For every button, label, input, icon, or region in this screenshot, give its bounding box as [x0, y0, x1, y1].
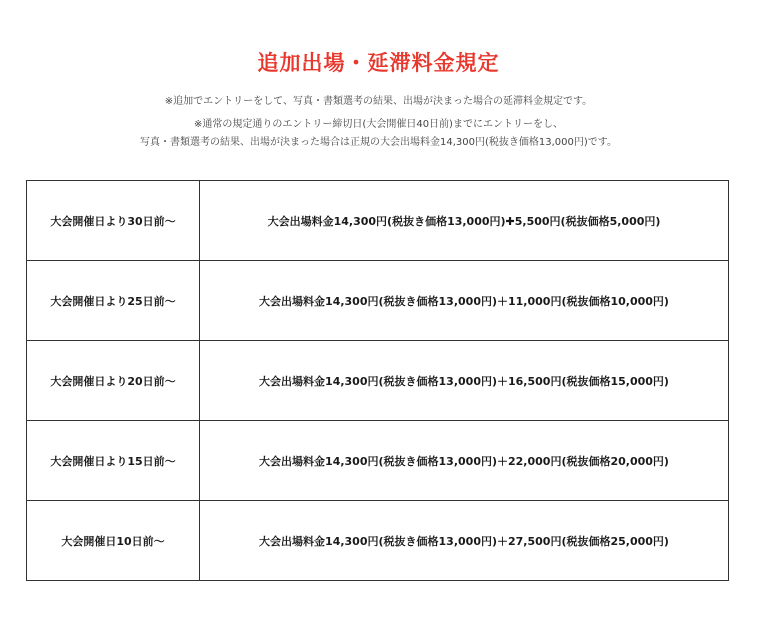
fee-cell: 大会出場料金14,300円(税抜き価格13,000円)＋27,500円(税抜価格25,000円): [200, 501, 729, 581]
fee-cell: 大会出場料金14,300円(税抜き価格13,000円)＋16,500円(税抜価格15,000円): [200, 341, 729, 421]
table-row: [27, 181, 729, 261]
period-cell: 大会開催日より30日前〜: [27, 181, 200, 261]
table-row: [27, 261, 729, 341]
note-line: ※通常の規定通りのエントリー締切日(大会開催日40日前)までにエントリーをし、: [194, 119, 563, 130]
fee-table: [26, 180, 729, 581]
fee-cell: 大会出場料金14,300円(税抜き価格13,000円)＋22,000円(税抜価格20,000円): [200, 421, 729, 501]
page-title: 追加出場・延滞料金規定: [257, 51, 500, 76]
fee-cell: 大会出場料金14,300円(税抜き価格13,000円)✚5,500円(税抜価格5,000円): [200, 181, 729, 261]
fee-cell: 大会出場料金14,300円(税抜き価格13,000円)＋11,000円(税抜価格10,000円): [200, 261, 729, 341]
period-cell: 大会開催日より15日前〜: [27, 421, 200, 501]
notes: [0, 93, 757, 152]
note-line: 写真・書類選考の結果、出場が決まった場合は正規の大会出場料金14,300円(税抜き価格13,000円)です。: [140, 137, 617, 148]
period-cell: 大会開催日10日前〜: [27, 501, 200, 581]
period-cell: 大会開催日より25日前〜: [27, 261, 200, 341]
table-row: [27, 501, 729, 581]
period-cell: 大会開催日より20日前〜: [27, 341, 200, 421]
note-line: ※追加でエントリーをして、写真・書類選考の結果、出場が決まった場合の延滞料金規定です。: [164, 96, 593, 107]
table-row: [27, 341, 729, 421]
table-row: [27, 421, 729, 501]
